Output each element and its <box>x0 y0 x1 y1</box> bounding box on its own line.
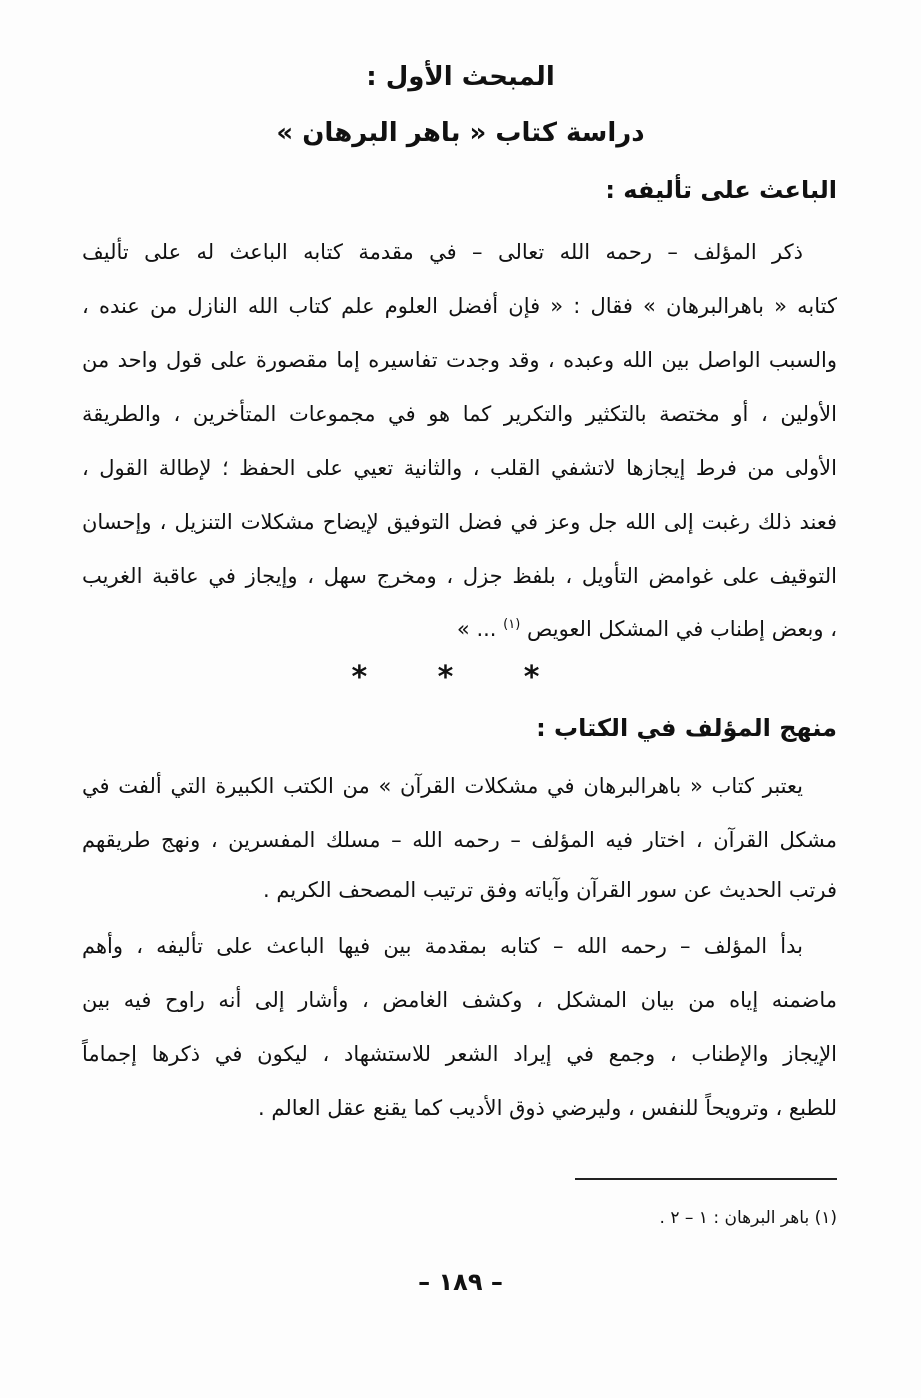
footnote: (١) باهر البرهان : ١ – ٢ . <box>659 1208 837 1228</box>
paragraph-line: بدأ المؤلف – رحمه الله – كتابه بمقدمة بين فيها الباعث على تأليفه ، وأهم <box>82 934 803 958</box>
section-separator: * * * <box>351 660 570 695</box>
page-number: – ١٨٩ – <box>418 1268 503 1296</box>
paragraph-line: فعند ذلك رغبت إلى الله جل وعز في فضل التوفيق لإيضاح مشكلات التنزيل ، وإحسان <box>82 510 837 534</box>
section-title-method: منهج المؤلف في الكتاب : <box>536 714 837 742</box>
quote-text: ، وبعض إطناب في المشكل العويص <box>527 617 837 641</box>
quote-ellipsis: ... » <box>456 617 497 641</box>
paragraph-line: يعتبر كتاب « باهرالبرهان في مشكلات القرآن » من الكتب الكبيرة التي ألفت في <box>82 774 803 798</box>
paragraph-line: للطبع ، وترويحاً للنفس ، وليرضي ذوق الأديب كما يقنع عقل العالم . <box>258 1096 837 1120</box>
paragraph-line: ذكر المؤلف – رحمه الله تعالى – في مقدمة كتابه الباعث له على تأليف <box>82 240 803 264</box>
paragraph-line: كتابه « باهرالبرهان » فقال : « فإن أفضل العلوم علم كتاب الله النازل من عنده ، <box>82 294 837 318</box>
chapter-heading: المبحث الأول : <box>366 62 555 92</box>
paragraph-line: الإيجاز والإطناب ، وجمع في إيراد الشعر للاستشهاد ، ليكون في ذكرها إجماماً <box>82 1042 837 1066</box>
footnote-divider <box>575 1178 837 1180</box>
paragraph-line: فرتب الحديث عن سور القرآن وآياته وفق ترتيب المصحف الكريم . <box>263 878 837 902</box>
paragraph-line <box>82 618 837 640</box>
section-title-motive: الباعث على تأليفه : <box>605 176 837 204</box>
paragraph-line: التوقيف على غوامض التأويل ، بلفظ جزل ، ومخرج سهل ، وإيجاز في عاقبة الغريب <box>82 564 837 588</box>
paragraph-line: مشكل القرآن ، اختار فيه المؤلف – رحمه الله – مسلك المفسرين ، ونهج طريقهم <box>82 828 837 852</box>
paragraph-line: ماضمنه إياه من بيان المشكل ، وكشف الغامض ، وأشار إلى أنه راوح فيه بين <box>82 988 837 1012</box>
footnote-reference: (١) <box>503 617 521 632</box>
paragraph-line: الأولى من فرط إيجازها لاتشفي القلب ، والثانية تعيي على الحفظ ؛ لإطالة القول ، <box>82 456 837 480</box>
study-title: دراسة كتاب « باهر البرهان » <box>276 118 645 148</box>
paragraph-line: الأولين ، أو مختصة بالتكثير والتكرير كما هو في مجموعات المتأخرين ، والطريقة <box>82 402 837 426</box>
paragraph-line: والسبب الواصل بين الله وعبده ، وقد وجدت تفاسيره إما مقصورة على قول واحد من <box>82 348 837 372</box>
